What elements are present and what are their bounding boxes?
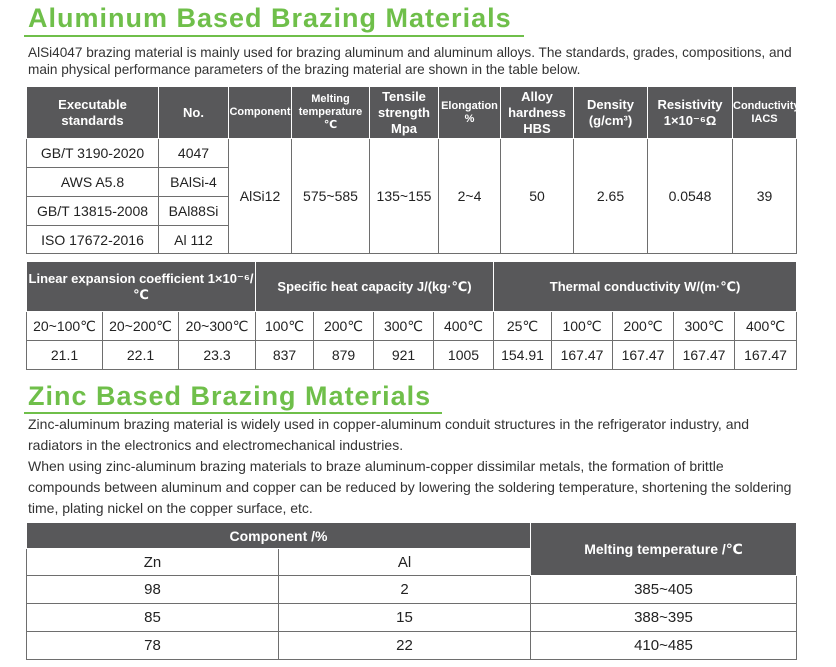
aluminum-title: Aluminum Based Brazing Materials (28, 3, 512, 33)
value-cell: 167.47 (735, 341, 797, 370)
value-cell: 837 (256, 341, 314, 370)
aluminum-title-underline (24, 35, 524, 37)
elongation-cell: 2~4 (439, 139, 501, 254)
density-cell: 2.65 (574, 139, 648, 254)
melt-cell: 410~485 (531, 632, 797, 660)
standard-cell: GB/T 3190-2020 (27, 139, 159, 168)
tensile-cell: 135~155 (370, 139, 439, 254)
value-cell: 23.3 (179, 341, 256, 370)
value-cell: 921 (374, 341, 434, 370)
subheader-cell: 400℃ (735, 312, 797, 341)
table-row (27, 576, 797, 604)
header-specific-heat: Specific heat capacity J/(kg·℃) (256, 262, 494, 312)
table-row (27, 632, 797, 660)
no-cell: 4047 (159, 139, 229, 168)
header-melting-temperature: Melting temperature /℃ (531, 523, 797, 576)
subheader-cell: 300℃ (374, 312, 434, 341)
component-cell: AlSi12 (229, 139, 292, 254)
table-row (27, 139, 797, 168)
no-cell: BAl88Si (159, 197, 229, 226)
value-cell: 22.1 (103, 341, 179, 370)
melt-cell: 388~395 (531, 604, 797, 632)
al-cell: 22 (279, 632, 531, 660)
melt-cell: 385~405 (531, 576, 797, 604)
zn-cell: 78 (27, 632, 279, 660)
column-al: Al (279, 549, 531, 576)
subheader-cell: 20~100℃ (27, 312, 103, 341)
subheader-cell: 25℃ (494, 312, 552, 341)
zn-cell: 98 (27, 576, 279, 604)
header-elongation: Elongation % (439, 87, 501, 139)
al-cell: 2 (279, 576, 531, 604)
melting-cell: 575~585 (292, 139, 370, 254)
header-standards: Executable standards (27, 87, 159, 139)
subheader-cell: 20~200℃ (103, 312, 179, 341)
table-subheader-row (27, 312, 797, 341)
header-linear-expansion: Linear expansion coefficient 1×10⁻⁶/℃ (27, 262, 256, 312)
al-cell: 15 (279, 604, 531, 632)
thermal-properties-table (26, 261, 797, 370)
hardness-cell: 50 (501, 139, 574, 254)
header-tensile: Tensile strength Mpa (370, 87, 439, 139)
table-row (27, 604, 797, 632)
header-no: No. (159, 87, 229, 139)
standard-cell: AWS A5.8 (27, 168, 159, 197)
standard-cell: GB/T 13815-2008 (27, 197, 159, 226)
zinc-paragraph-1: Zinc-aluminum brazing material is widely used in copper-aluminum conduit structures in the refrigerator industry, and radiators in the electronics and electromechanical industries. (28, 416, 750, 453)
header-conductivity: Conductivity IACS (733, 87, 797, 139)
header-melting: Melting temperature ℃ (292, 87, 370, 139)
aluminum-properties-table (26, 86, 800, 254)
zinc-title: Zinc Based Brazing Materials (28, 381, 432, 411)
value-cell: 879 (314, 341, 374, 370)
zinc-paragraph-2: When using zinc-aluminum brazing materials to braze aluminum-copper dissimilar metals, the formation of brittle compounds between aluminum and copper can be reduced by lowering the soldering temperature, shortening the soldering time, plating nickel on the copper surface, etc. (28, 458, 792, 516)
resistivity-cell: 0.0548 (648, 139, 733, 254)
header-resistivity: Resistivity 1×10⁻⁶Ω (648, 87, 733, 139)
value-cell: 167.47 (674, 341, 735, 370)
value-cell: 1005 (434, 341, 494, 370)
subheader-cell: 400℃ (434, 312, 494, 341)
subheader-cell: 200℃ (613, 312, 674, 341)
subheader-cell: 20~300℃ (179, 312, 256, 341)
value-cell: 154.91 (494, 341, 552, 370)
table-row (27, 341, 797, 370)
column-zn: Zn (27, 549, 279, 576)
value-cell: 21.1 (27, 341, 103, 370)
conductivity-cell: 39 (733, 139, 797, 254)
header-component: Component /% (27, 523, 531, 549)
header-hardness: Alloy hardness HBS (501, 87, 574, 139)
subheader-cell: 100℃ (256, 312, 314, 341)
subheader-cell: 200℃ (314, 312, 374, 341)
subheader-cell: 100℃ (552, 312, 613, 341)
zn-cell: 85 (27, 604, 279, 632)
header-thermal-conductivity: Thermal conductivity W/(m·℃) (494, 262, 797, 312)
header-component: Component (229, 87, 292, 139)
header-density: Density (g/cm³) (574, 87, 648, 139)
value-cell: 167.47 (613, 341, 674, 370)
no-cell: Al 112 (159, 226, 229, 254)
standard-cell: ISO 17672-2016 (27, 226, 159, 254)
value-cell: 167.47 (552, 341, 613, 370)
subheader-cell: 300℃ (674, 312, 735, 341)
aluminum-intro: AlSi4047 brazing material is mainly used for brazing aluminum and aluminum alloys. The standards, grades, compositions, and main physical performance parameters of the brazing material are shown in the table below. (28, 45, 792, 77)
no-cell: BAlSi-4 (159, 168, 229, 197)
zinc-composition-table (26, 522, 797, 660)
